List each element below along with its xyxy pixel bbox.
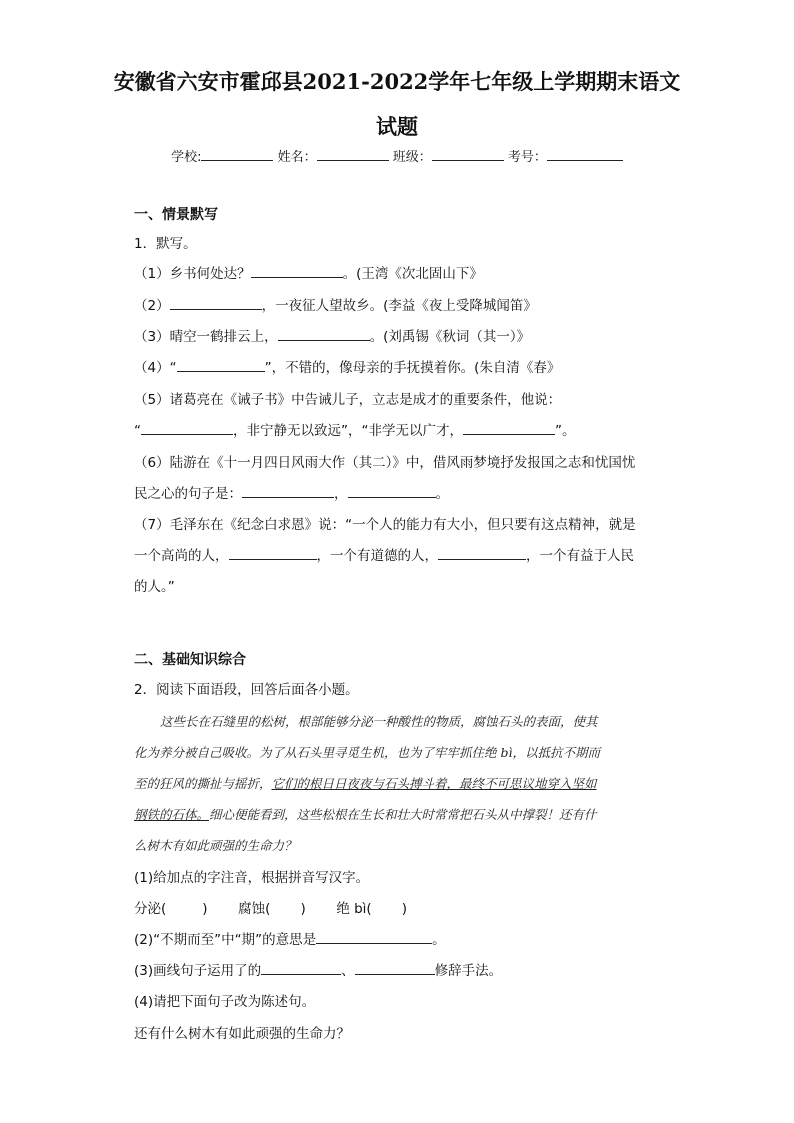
passage-line4 [134,806,654,824]
question-2: 2．阅读下面语段，回答后面各小题。 [134,682,359,698]
q2-3-end: 修辞手法。 [434,963,503,979]
q1-item-7: （7）毛泽东在《纪念白求恩》说：“一个人的能力有大小，但只要有这点精神，就是 [134,517,636,533]
passage-line2: 化为养分被自己吸收。为了从石头里寻觅生机，也为了牢牢抓住绝 bì，以抵抗不期而 [134,745,600,760]
class-blank[interactable] [432,148,504,161]
answer-blank[interactable] [348,485,436,498]
word-fushi: 腐蚀( [238,901,271,917]
answer-blank[interactable] [251,265,343,278]
answer-blank[interactable] [316,931,432,944]
passage-line1: 这些长在石缝里的松树，根部能够分泌一种酸性的物质，腐蚀石头的表面，使其 [160,714,598,729]
q1-item-6-line2 [134,485,449,503]
class-label: 班级： [392,150,432,165]
q1-5-open: “ [134,423,141,439]
q1-item-5: （5）诸葛亮在《诫子书》中告诫儿子，立志是成才的重要条件，他说： [134,392,562,408]
q1-item-7-line2 [134,547,634,565]
passage-line5: 么树木有如此顽强的生命力？ [134,838,297,853]
answer-blank[interactable] [141,422,233,435]
answer-blank[interactable] [355,962,435,975]
q1-6-text: 民之心的句子是： [134,486,242,502]
paren-close: ) [401,901,407,917]
answer-blank[interactable] [177,359,265,372]
answer-blank[interactable] [438,547,526,560]
q1-2-text: （2） [134,298,170,314]
number-label: 考号： [507,150,547,165]
word-juebi: 绝 bì( [336,901,372,917]
school-label: 学校: [171,150,202,165]
q1-2-source: ，一夜征人望故乡。(李益《夜上受降城闻笛》 [261,298,537,314]
paren-close: ) [202,901,208,917]
q1-item-5-line2 [134,422,576,440]
answer-blank[interactable] [463,422,555,435]
q1-7-text: 一个高尚的人， [134,548,229,564]
name-label: 姓名： [277,150,317,165]
q1-7-mid: ，一个有道德的人， [316,548,438,564]
answer-blank[interactable] [278,328,370,341]
q1-6-end: 。 [435,486,449,502]
school-blank[interactable] [201,148,273,161]
exam-title-line1: 安徽省六安市霍邱县2021-2022学年七年级上学期期末语文 [113,69,681,94]
exam-title-line2: 试题 [376,114,418,139]
passage-text: 至的狂风的撕扯与摇折， [134,776,272,791]
q1-item-7-line3: 的人。” [134,579,175,595]
section1-heading: 一、情景默写 [134,207,218,223]
answer-blank[interactable] [229,547,317,560]
q1-1-text: （1）乡书何处达？ [134,266,251,282]
passage-text: 细心便能看到，这些松根在生长和壮大时常常把石头从中撑裂！还有什 [209,807,597,822]
q2-3-sep: 、 [341,963,355,979]
q1-4-source: ”，不错的，像母亲的手抚摸着你。(朱自清《春》 [264,360,561,376]
q1-3-source: 。(刘禹锡《秋词（其一）》 [369,329,531,345]
q1-5-close: ”。 [555,423,576,439]
subquestion-3 [134,962,502,980]
answer-blank[interactable] [261,962,341,975]
q1-3-text: （3）晴空一鹤排云上， [134,329,278,345]
paren-close: ) [300,901,306,917]
passage-line3 [134,775,654,793]
subquestion-4-sentence: 还有什么树木有如此顽强的生命力？ [134,1026,350,1042]
q1-1-source: 。(王湾《次北固山下》 [342,266,483,282]
q1-item-1 [134,265,483,283]
q2-3-text: (3)画线句子运用了的 [134,963,262,979]
q1-item-4 [134,359,560,377]
q2-2-end: 。 [432,932,446,948]
q1-4-text: （4）“ [134,360,177,376]
answer-blank[interactable] [242,485,334,498]
name-blank[interactable] [317,148,389,161]
word-fenmi: 分泌( [134,901,167,917]
q1-item-2 [134,297,537,315]
answer-blank[interactable] [170,297,262,310]
underlined-sentence: 它们的根日日夜夜与石头搏斗着，最终不可思议地穿入坚如 [271,776,597,791]
subquestion-1-words [134,900,407,918]
q1-item-6: （6）陆游在《十一月四日风雨大作（其二）》中，借风雨梦境抒发报国之志和忧国忧 [134,455,636,471]
question-1: 1．默写。 [134,236,197,252]
q1-6-comma: ， [334,486,348,502]
subquestion-1: (1)给加点的字注音，根据拼音写汉字。 [134,870,370,886]
subquestion-2 [134,931,446,949]
q1-7-end: ，一个有益于人民 [526,548,634,564]
q2-2-text: (2)“不期而至”中“期”的意思是 [134,932,317,948]
q1-5-mid: ，非宁静无以致远”，“非学无以广才， [233,423,463,439]
number-blank[interactable] [547,148,623,161]
q1-item-3 [134,328,530,346]
subquestion-4: (4)请把下面句子改为陈述句。 [134,994,316,1010]
section2-heading: 二、基础知识综合 [134,652,246,668]
student-info-row [0,146,794,165]
underlined-sentence-end: 钢铁的石体。 [134,807,210,822]
